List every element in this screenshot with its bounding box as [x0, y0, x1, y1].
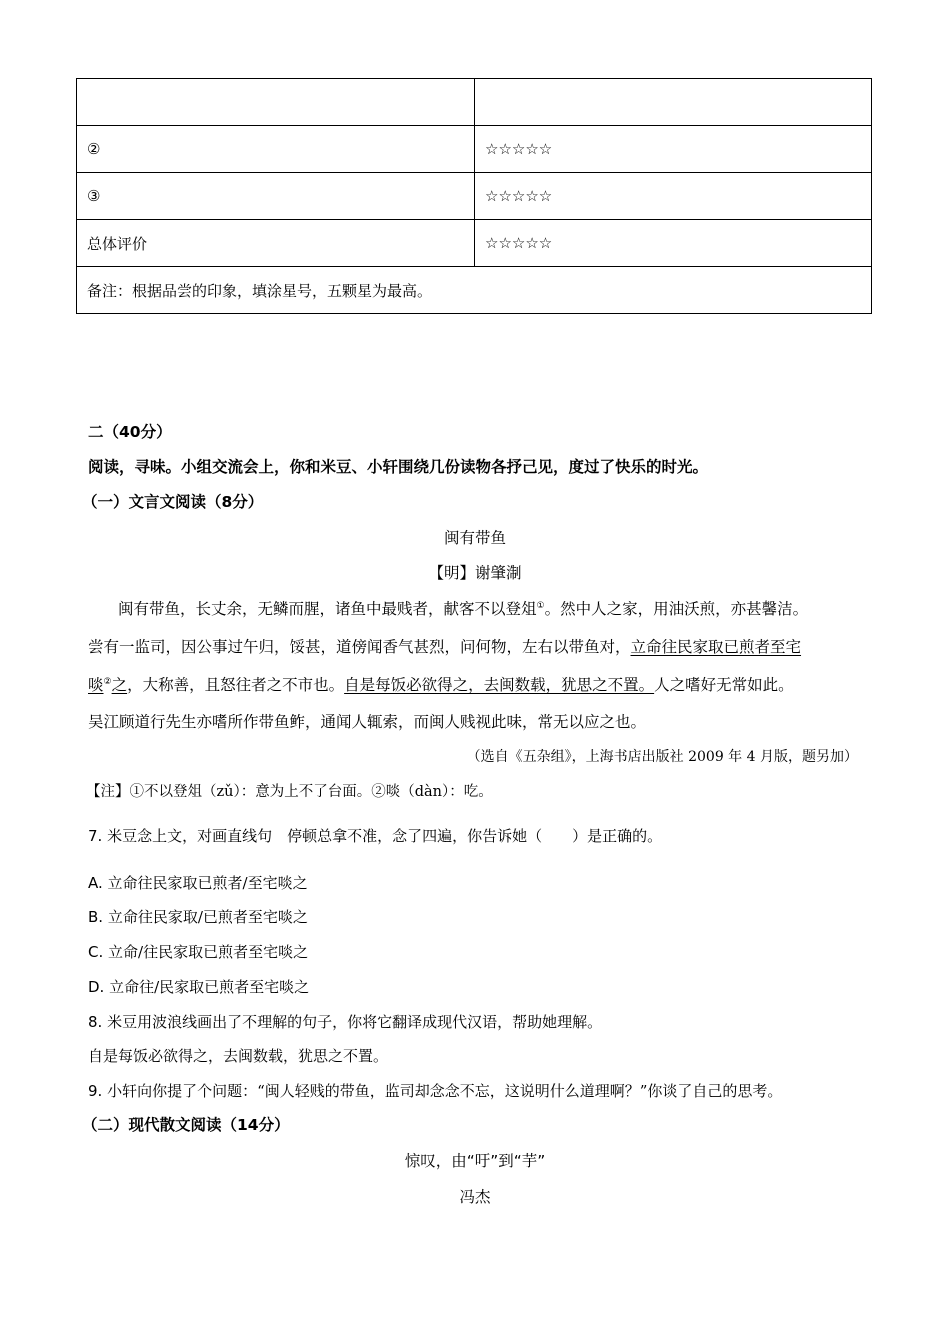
- option-text: 立命往民家取已煎者/至宅啖之: [102, 874, 308, 892]
- question-stem: 米豆念上文，对画直线句 停顿总拿不准，念了四遍，你告诉她（ ）是正确的。: [102, 827, 663, 845]
- option-key: D.: [88, 978, 105, 996]
- classical-paragraph-line: [88, 635, 801, 657]
- table-cell-label: ③: [77, 173, 475, 220]
- option-b: [88, 906, 308, 927]
- option-a: [88, 872, 308, 893]
- part2-heading: （二）现代散文阅读（14分）: [82, 1116, 290, 1134]
- table-row: [77, 79, 872, 126]
- wavy-underlined-sentence: 自是每饭必欲得之，去闽数载，犹思之不置。: [344, 676, 655, 694]
- question-number: 7.: [88, 827, 103, 845]
- underlined-sentence: 立命往民家取已煎者至宅: [630, 638, 802, 656]
- evaluation-table: [76, 78, 872, 314]
- star-rating: ☆☆☆☆☆: [475, 173, 872, 220]
- option-c: [88, 941, 308, 962]
- option-text: 立命往民家取/已煎者至宅啖之: [103, 908, 308, 926]
- question-8-sentence: 自是每饭必欲得之，去闽数载，犹思之不置。: [88, 1047, 389, 1065]
- classical-title: 闽有带鱼: [443, 529, 506, 547]
- question-7: [88, 825, 662, 846]
- text-span: 尝有一监司，因公事过午归，馁甚，道傍闻香气甚烈，问何物，左右以带鱼对，: [88, 638, 631, 656]
- question-stem: 小轩向你提了个问题：“闽人轻贱的带鱼，监司却念念不忘，这说明什么道理啊？”你谈了自己的思考。: [102, 1082, 783, 1100]
- question-8: [88, 1011, 602, 1032]
- question-number: 8.: [88, 1013, 103, 1031]
- classical-paragraph-line: [88, 673, 794, 695]
- section-intro: 阅读，寻味。小组交流会上，你和米豆、小轩围绕几份读物各抒己见，度过了快乐的时光。: [88, 458, 709, 476]
- option-key: C.: [88, 943, 104, 961]
- table-note: 备注：根据品尝的印象，填涂星号，五颗星为最高。: [77, 267, 872, 314]
- text-span: ，大称善，且怒往者之不市也。: [127, 676, 345, 694]
- classical-author: 【明】谢肇淛: [428, 564, 522, 582]
- text-span: 人之嗜好无常如此。: [654, 676, 794, 694]
- table-cell-label: 总体评价: [77, 220, 475, 267]
- text-span: 闽有带鱼，长丈余，无鳞而腥，诸鱼中最贱者，献客不以登俎: [118, 600, 537, 618]
- question-stem: 米豆用波浪线画出了不理解的句子，你将它翻译成现代汉语，帮助她理解。: [102, 1013, 603, 1031]
- classical-paragraph-line: 吴江顾道行先生亦嗜所作带鱼鲊，通闻人辄索，而闽人贱视此味，常无以应之也。: [88, 713, 647, 731]
- option-key: A.: [88, 874, 103, 892]
- table-cell-label: [77, 79, 475, 126]
- modern-title: 惊叹，由“吁”到“芋”: [404, 1152, 546, 1170]
- underlined-sentence: 之: [111, 676, 128, 694]
- footnote: 【注】①不以登俎（zǔ）：意为上不了台面。②啖（dàn）：吃。: [86, 784, 493, 800]
- option-text: 立命往/民家取已煎者至宅啖之: [104, 978, 310, 996]
- modern-author: 冯杰: [459, 1188, 491, 1206]
- option-d: [88, 976, 309, 997]
- footnote-mark: ①: [536, 600, 545, 611]
- question-9: [88, 1080, 782, 1101]
- option-key: B.: [88, 908, 104, 926]
- part1-heading: （一）文言文阅读（8分）: [82, 493, 264, 511]
- source-citation: （选自《五杂组》，上海书店出版社 2009 年 4 月版，题另加）: [466, 749, 858, 765]
- text-span: 。然中人之家，用油沃煎，亦甚馨洁。: [544, 600, 809, 618]
- footnote-mark: ②: [103, 676, 112, 687]
- table-row: [77, 220, 872, 267]
- table-row: [77, 173, 872, 220]
- option-text: 立命/往民家取已煎者至宅啖之: [103, 943, 309, 961]
- star-rating: ☆☆☆☆☆: [475, 126, 872, 173]
- table-cell-rating: [475, 79, 872, 126]
- underlined-sentence: 啖: [88, 676, 104, 694]
- table-row: [77, 126, 872, 173]
- question-number: 9.: [88, 1082, 103, 1100]
- table-cell-label: ②: [77, 126, 475, 173]
- classical-paragraph-line: [118, 597, 808, 619]
- section-heading: 二（40分）: [88, 423, 172, 441]
- star-rating: ☆☆☆☆☆: [475, 220, 872, 267]
- table-row: [77, 267, 872, 314]
